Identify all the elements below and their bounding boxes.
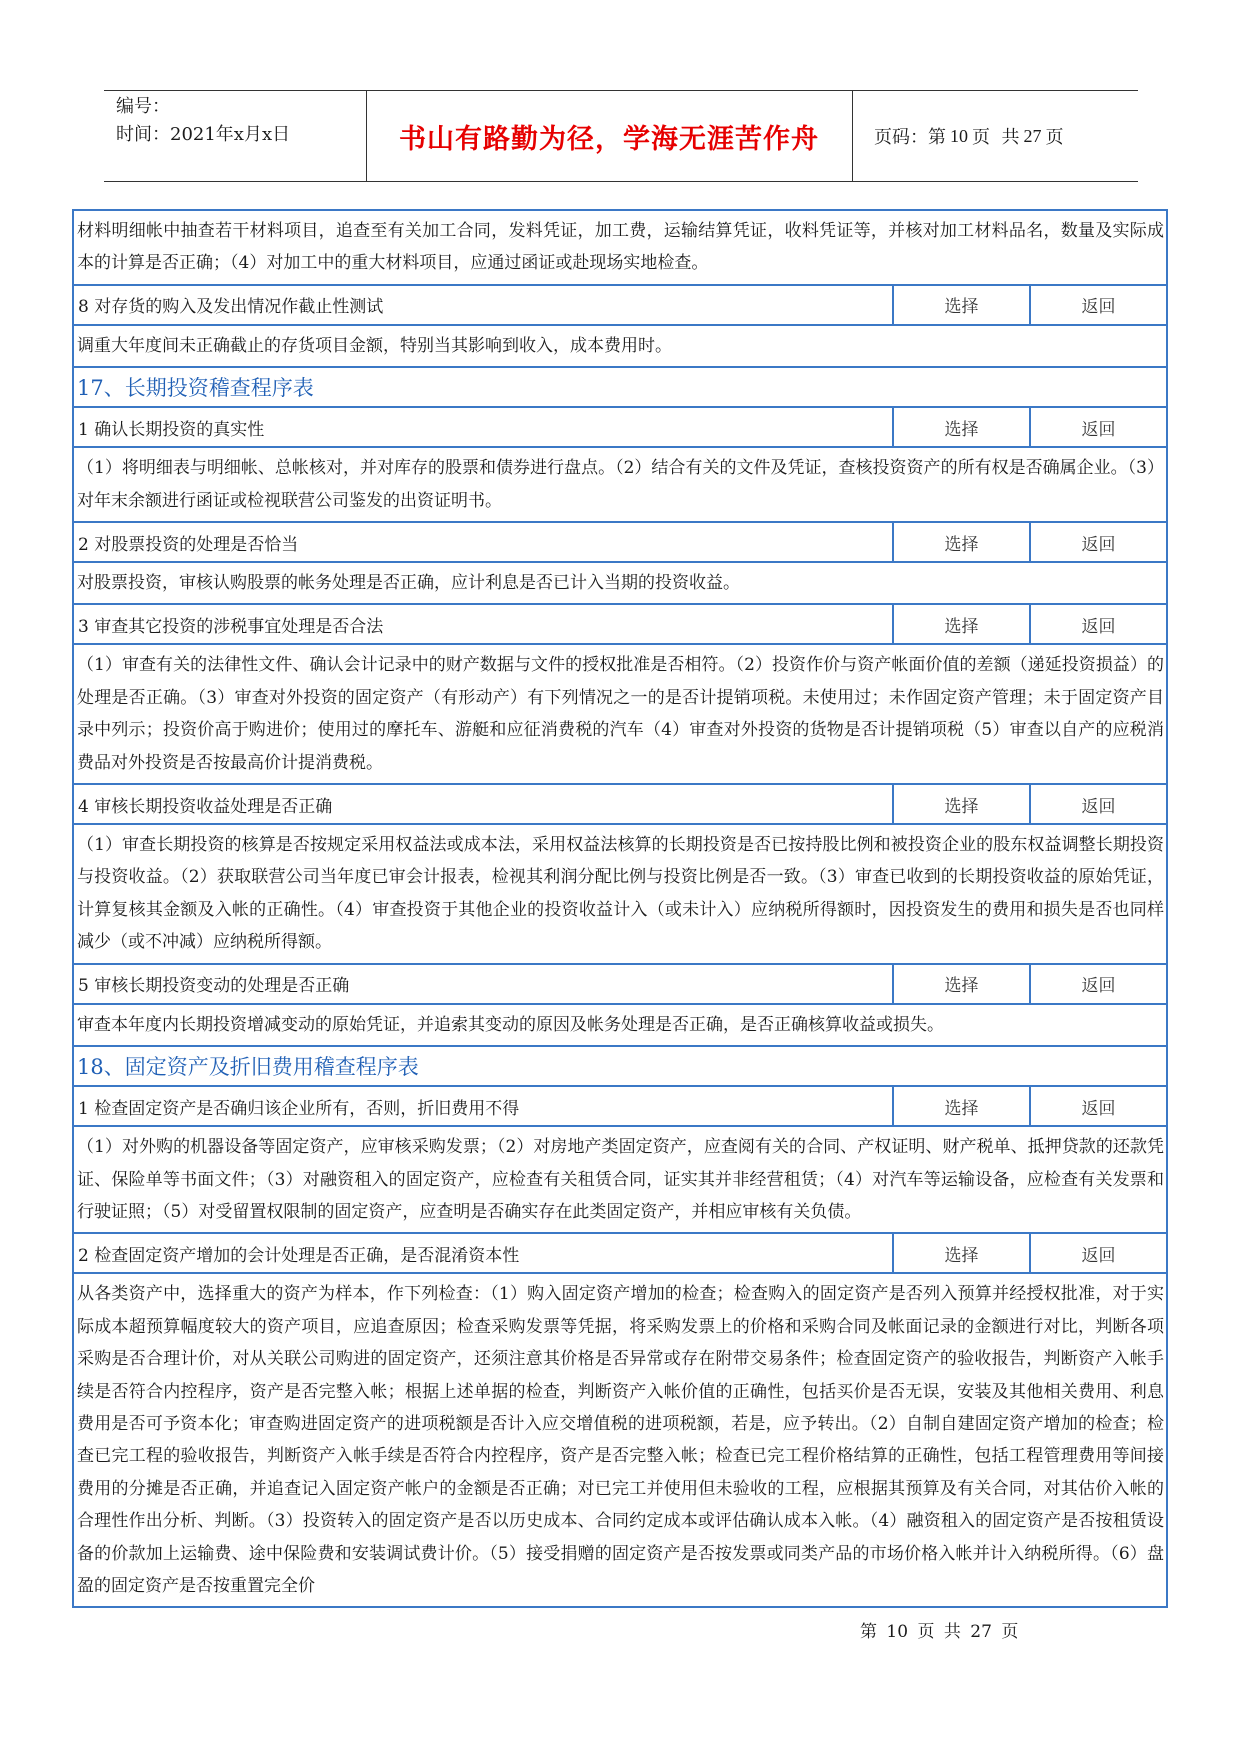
select-button[interactable]: 选择 — [892, 605, 1029, 643]
intro-desc: 材料明细帐中抽查若干材料项目，追查至有关加工合同，发料凭证，加工费，运输结算凭证，收料凭证等，并核对加工材料品名，数量及实际成本的计算是否正确；（4）对加工中的重大材料项目，应通过函证或赴现场实地检查。 — [74, 211, 1166, 286]
item-desc: 审查本年度内长期投资增减变动的原始凭证，并追索其变动的原因及帐务处理是否正确，是否正确核算收益或损失。 — [74, 1005, 1166, 1047]
page-middle: 页 共 — [972, 127, 1020, 148]
item-row — [74, 605, 1166, 645]
page-header — [104, 90, 1138, 182]
footer-text: 第 — [860, 1622, 877, 1642]
item-desc: （1）对外购的机器设备等固定资产，应审核采购发票；（2）对房地产类固定资产，应查阅有关的合同、产权证明、财产税单、抵押贷款的还款凭证、保险单等书面文件；（3）对融资租入的固定资产，应检查有关租赁合同，证实其并非经营租赁；（4）对汽车等运输设备，应检查有关发票和行驶证照；（5）对受留置权限制的固定资产，应查明是否确实存在此类固定资产，并相应审核有关负债。 — [74, 1127, 1166, 1234]
select-button[interactable]: 选择 — [892, 965, 1029, 1003]
item-desc: （1）将明细表与明细帐、总帐核对，并对库存的股票和债券进行盘点。（2）结合有关的文件及凭证，查核投资资产的所有权是否确属企业。（3）对年末余额进行函证或检视联营公司鉴发的出资证明书。 — [74, 448, 1166, 523]
page-prefix: 页码：第 — [874, 127, 946, 148]
item-title: 1 检查固定资产是否确归该企业所有，否则，折旧费用不得 — [78, 1098, 520, 1119]
back-button[interactable]: 返回 — [1029, 523, 1166, 561]
page-indicator — [860, 91, 1138, 181]
select-button[interactable]: 选择 — [892, 1087, 1029, 1125]
select-button[interactable]: 选择 — [892, 408, 1029, 446]
back-button[interactable]: 返回 — [1029, 408, 1166, 446]
motto: 书山有路勤为径，学海无涯苦作舟 — [399, 123, 819, 155]
footer-page-current: 10 — [886, 1622, 909, 1642]
item-title: 5 审核长期投资变动的处理是否正确 — [78, 976, 350, 997]
select-button[interactable]: 选择 — [892, 523, 1029, 561]
footer-text: 页 — [1001, 1622, 1019, 1642]
header-meta — [116, 93, 366, 149]
item-title: 2 对股票投资的处理是否恰当 — [78, 534, 299, 555]
item-desc: （1）审查有关的法律性文件、确认会计记录中的财产数据与文件的授权批准是否相符。（2）投资作价与资产帐面价值的差额（递延投资损益）的处理是否正确。（3）审查对外投资的固定资产（有形动产）有下列情况之一的是否计提销项税。未使用过；未作固定资产管理；未于固定资产目录中列示；投资价高于购进价；使用过的摩托车、游艇和应征消费税的汽车（4）审查对外投资的货物是否计提销项税（5）审查以自产的应税消费品对外投资是否按最高价计提消费税。 — [74, 645, 1166, 785]
page-total: 27 — [1023, 125, 1042, 146]
item-row — [74, 1087, 1166, 1127]
select-button[interactable]: 选择 — [892, 286, 1029, 324]
page-footer — [860, 1617, 1018, 1642]
audit-procedure-table — [72, 209, 1168, 1608]
back-button[interactable]: 返回 — [1029, 1087, 1166, 1125]
item-title: 3 审查其它投资的涉税事宜处理是否合法 — [78, 616, 384, 637]
footer-page-total: 27 — [970, 1622, 992, 1642]
back-button[interactable]: 返回 — [1029, 286, 1166, 324]
item-title: 1 确认长期投资的真实性 — [78, 419, 265, 440]
item-desc: 对股票投资，审核认购股票的帐务处理是否正确，应计利息是否已计入当期的投资收益。 — [74, 563, 1166, 605]
select-button[interactable]: 选择 — [892, 1234, 1029, 1272]
time-label: 时间：2021年x月x日 — [116, 124, 291, 145]
section-title-17: 17、长期投资稽查程序表 — [74, 368, 1166, 408]
item-title: 8 对存货的购入及发出情况作截止性测试 — [78, 297, 384, 318]
back-button[interactable]: 返回 — [1029, 605, 1166, 643]
item-desc: 从各类资产中，选择重大的资产为样本，作下列检查：（1）购入固定资产增加的检查；检查购入的固定资产是否列入预算并经授权批准，对于实际成本超预算幅度较大的资产项目，应追查原因；检查采购发票等凭据，将采购发票上的价格和采购合同及帐面记录的金额进行对比，判断各项采购是否合理计价，对从关联公司购进的固定资产，还须注意其价格是否异常或存在附带交易条件；检查固定资产的验收报告，判断资产入帐手续是否符合内控程序，资产是否完整入帐；根据上述单据的检查，判断资产入帐价值的正确性，包括买价是否无误，安装及其他相关费用、利息费用是否可予资本化；审查购进固定资产的进项税额是否计入应交增值税的进项税额，若是，应予转出。（2）自制自建固定资产增加的检查；检查已完工程的验收报告，判断资产入帐手续是否符合内控程序，资产是否完整入帐；检查已完工程价格结算的正确性，包括工程管理费用等间接费用的分摊是否正确，并追查记入固定资产帐户的金额是否正确；对已完工并使用但未验收的工程，应根据其预算及有关合同，对其估价入帐的合理性作出分析、判断。（3）投资转入的固定资产是否以历史成本、合同约定成本或评估确认成本入帐。（4）融资租入的固定资产是否按租赁设备的价款加上运输费、途中保险费和安装调试费计价。（5）接受捐赠的固定资产是否按发票或同类产品的市场价格入帐并计入纳税所得。（6）盘盈的固定资产是否按重置完全价 — [77, 1284, 1164, 1596]
item-desc: （1）审查长期投资的核算是否按规定采用权益法或成本法，采用权益法核算的长期投资是否已按持股比例和被投资企业的股东权益调整长期投资与投资收益。（2）获取联营公司当年度已审会计报表，检视其利润分配比例与投资比例是否一致。（3）审查已收到的长期投资收益的原始凭证，计算复核其金额及入帐的正确性。（4）审查投资于其他企业的投资收益计入（或未计入）应纳税所得额时，因投资发生的费用和损失是否也同样减少（或不冲减）应纳税所得额。 — [74, 825, 1166, 965]
back-button[interactable]: 返回 — [1029, 965, 1166, 1003]
header-divider — [852, 91, 853, 181]
back-button[interactable]: 返回 — [1029, 1234, 1166, 1272]
page-suffix: 页 — [1045, 127, 1064, 148]
item-row — [74, 286, 1166, 326]
footer-text: 页 共 — [917, 1622, 961, 1642]
item-row — [74, 785, 1166, 825]
number-label: 编号： — [116, 96, 170, 117]
item-row — [74, 965, 1166, 1005]
section-title-18: 18、固定资产及折旧费用稽查程序表 — [74, 1047, 1166, 1087]
item-title: 2 检查固定资产增加的会计处理是否正确，是否混淆资本性 — [78, 1245, 520, 1266]
item-desc: 调重大年度间未正确截止的存货项目金额，特别当其影响到收入，成本费用时。 — [74, 326, 1166, 368]
page-current: 10 — [950, 125, 968, 146]
item-title: 4 审核长期投资收益处理是否正确 — [78, 796, 333, 817]
item-row — [74, 1234, 1166, 1274]
item-row — [74, 408, 1166, 448]
back-button[interactable]: 返回 — [1029, 785, 1166, 823]
select-button[interactable]: 选择 — [892, 785, 1029, 823]
item-row — [74, 523, 1166, 563]
